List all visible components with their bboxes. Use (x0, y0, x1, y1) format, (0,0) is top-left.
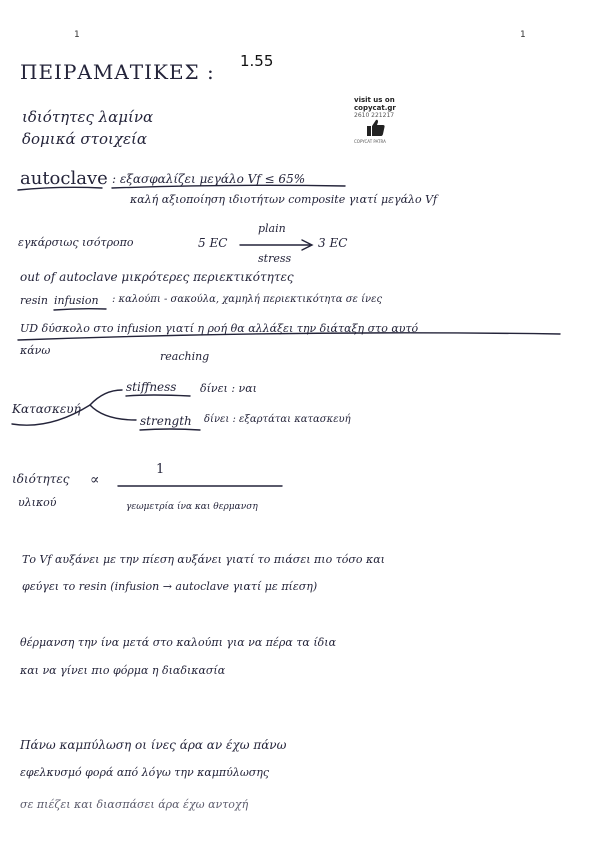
stiffness-underline (126, 395, 190, 396)
notes-heading: ΠΕΙΡΑΜΑΤΙΚΕΣ : (20, 60, 215, 84)
autoclave-description-2: καλή αξιοποίηση ιδιοτήτων composite γιατί μεγάλο Vf (130, 193, 438, 206)
note-out-of-autoclave: out of autoclave μικρότερες περιεκτικότητες (20, 270, 294, 284)
note-paragraph-3a: Πάνω καμπύλωση οι ίνες άρα αν έχω πάνω (20, 738, 287, 752)
page-marker-right: 1 (520, 30, 526, 40)
autoclave-description: : εξασφαλίζει μεγάλο Vf ≤ 65% (112, 172, 306, 186)
note-numerator: 1 (156, 462, 165, 477)
note-ylikou: υλικού (18, 496, 57, 509)
stamp-phone: 2610 221217 (354, 112, 395, 119)
note-proportional: ∝ (90, 472, 100, 488)
stamp-line1: visit us on (354, 96, 395, 104)
ud-line-underline (18, 333, 560, 340)
note-paragraph-1a: Το Vf αυξάνει με την πίεση αυξάνει γιατί το πιάσει πιο τόσο και (22, 553, 385, 566)
note-paragraph-3b: εφελκυσμό φορά από λόγω την καμπύλωσης (20, 766, 270, 779)
note-infusion: infusion (54, 294, 99, 307)
note-idiotites: ιδιότητες (12, 472, 70, 486)
note-strength-rest: δίνει : εξαρτάται κατασκευή (204, 414, 351, 425)
note-denominator: γεωμετρία ίνα και θερμανση (126, 502, 258, 512)
note-three-ec: 3 EC (318, 236, 348, 250)
note-kanw: κάνω (20, 344, 51, 357)
note-structural-elements: δομικά στοιχεία (22, 130, 148, 148)
page-marker-left: 1 (74, 30, 80, 40)
brace-tail (12, 405, 90, 425)
lesson-number: 1.55 (240, 52, 274, 70)
note-paragraph-2a: θέρμανση την ίνα μετά στο καλούπι για να πέρα τα ίδια (20, 636, 337, 649)
note-paragraph-2b: και να γίνει πιο φόρμα η διαδικασία (20, 664, 226, 677)
autoclave-desc-underline (112, 185, 345, 188)
note-stress: stress (258, 252, 292, 265)
note-ud-infusion: UD δύσκολο στο infusion γιατί η ροή θα αλλάξει την διάταξη στο αυτό (20, 322, 419, 335)
stamp-caption: COPYCAT PATRA (354, 139, 386, 144)
autoclave-underline (18, 187, 102, 190)
note-stiffness-rest: δίνει : ναι (200, 382, 257, 395)
note-paragraph-1b: φεύγει το resin (infusion → autoclave γιατί με πίεση) (22, 580, 318, 593)
note-plain: plain (258, 222, 286, 235)
note-resin-rest: : καλούπι - σακούλα, χαμηλή περιεκτικότητα σε ίνες (112, 294, 383, 305)
note-kataskevi: Κατασκευή (12, 402, 81, 416)
autoclave-label: autoclave (20, 168, 108, 189)
infusion-underline (54, 309, 106, 310)
brace-lower (90, 405, 136, 420)
note-transverse-isotropic: εγκάρσιως ισότροπο (18, 236, 134, 249)
note-five-ec: 5 EC (198, 236, 228, 250)
strength-underline (140, 429, 200, 430)
stamp-line2: copycat.gr (354, 104, 396, 112)
note-paragraph-3c: σε πιέζει και διασπάσει άρα έχω αντοχή (20, 798, 249, 811)
note-strength: strength (140, 414, 192, 428)
brace-upper (90, 390, 122, 405)
note-properties-lamina: ιδιότητες λαμίνα (22, 108, 154, 126)
note-reaching: reaching (160, 350, 210, 363)
note-stiffness: stiffness (126, 380, 177, 394)
note-resin: resin (20, 294, 49, 307)
